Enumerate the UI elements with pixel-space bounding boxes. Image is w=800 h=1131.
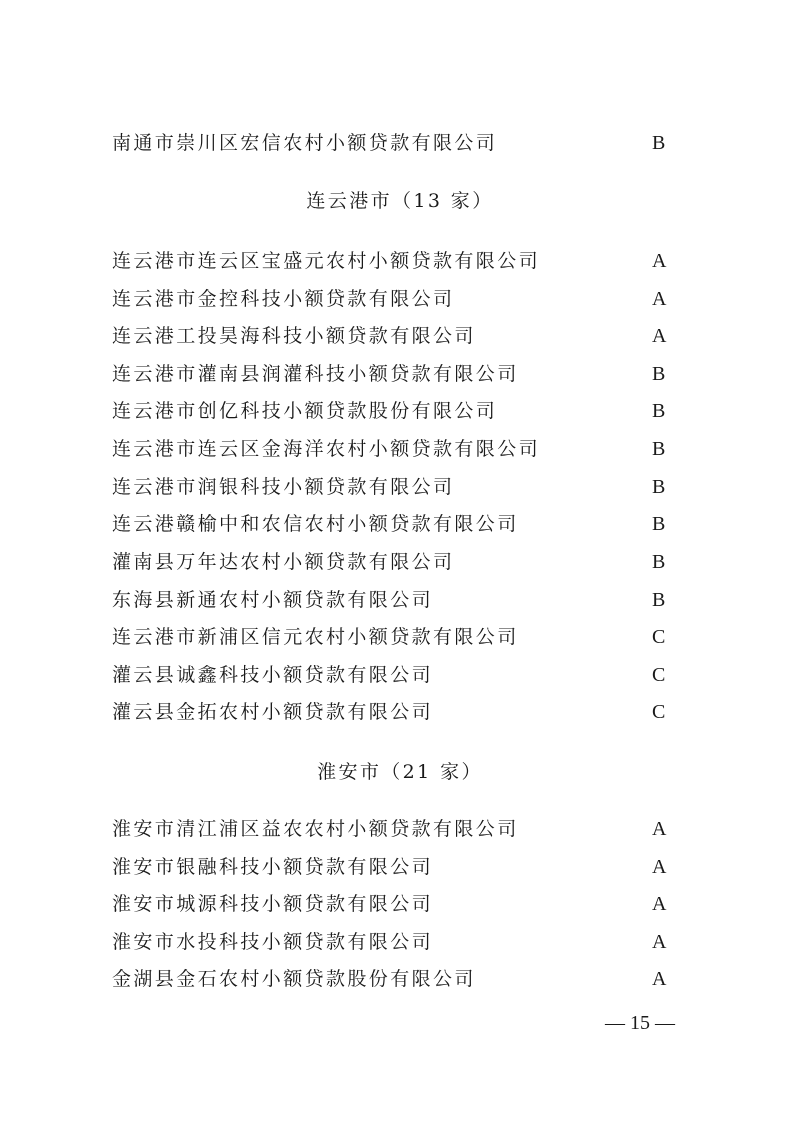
list-item (112, 246, 672, 276)
company-grade: B (652, 438, 666, 460)
company-name: 淮安市清江浦区益农农村小额贷款有限公司 (112, 818, 519, 840)
company-grade: A (652, 856, 667, 878)
list-item (112, 284, 672, 314)
list-item (112, 660, 672, 690)
list-item (112, 964, 672, 994)
list-item (112, 359, 672, 389)
company-name: 连云港市灌南县润灌科技小额贷款有限公司 (112, 363, 519, 385)
company-grade: B (652, 476, 666, 498)
list-item (112, 547, 672, 577)
company-name: 连云港市创亿科技小额贷款股份有限公司 (112, 400, 498, 422)
company-name: 连云港市润银科技小额贷款有限公司 (112, 476, 455, 498)
company-name: 灌云县诚鑫科技小额贷款有限公司 (112, 664, 434, 686)
company-name: 东海县新通农村小额贷款有限公司 (112, 589, 434, 611)
list-item (112, 889, 672, 919)
list-item (112, 396, 672, 426)
company-name: 连云港市新浦区信元农村小额贷款有限公司 (112, 626, 519, 648)
company-grade: A (652, 250, 667, 272)
company-grade: A (652, 325, 667, 347)
company-grade: A (652, 893, 667, 915)
company-grade: C (652, 626, 666, 648)
company-name: 连云港工投昊海科技小额贷款有限公司 (112, 325, 476, 347)
company-name: 南通市崇川区宏信农村小额贷款有限公司 (112, 132, 498, 154)
company-name: 连云港赣榆中和农信农村小额贷款有限公司 (112, 513, 519, 535)
list-item (112, 697, 672, 727)
list-item (112, 472, 672, 502)
company-name: 连云港市连云区宝盛元农村小额贷款有限公司 (112, 250, 541, 272)
list-item (112, 434, 672, 464)
list-item (112, 321, 672, 351)
list-item (112, 622, 672, 652)
section-heading-lianyungang: 连云港市（13 家） (306, 190, 494, 212)
company-grade: B (652, 589, 666, 611)
company-name: 灌南县万年达农村小额贷款有限公司 (112, 551, 455, 573)
list-item (112, 852, 672, 882)
company-grade: C (652, 701, 666, 723)
company-name: 连云港市连云区金海洋农村小额贷款有限公司 (112, 438, 541, 460)
list-item (112, 585, 672, 615)
company-grade: A (652, 931, 667, 953)
company-name: 淮安市水投科技小额贷款有限公司 (112, 931, 434, 953)
company-grade: B (652, 513, 666, 535)
list-item (112, 128, 672, 158)
company-name: 金湖县金石农村小额贷款股份有限公司 (112, 968, 476, 990)
company-name: 连云港市金控科技小额贷款有限公司 (112, 288, 455, 310)
list-item (112, 814, 672, 844)
page-number: — 15 — (605, 1012, 675, 1034)
company-grade: B (652, 551, 666, 573)
list-item (112, 509, 672, 539)
company-grade: B (652, 363, 666, 385)
section-heading-huaian: 淮安市（21 家） (317, 761, 483, 783)
company-grade: B (652, 400, 666, 422)
company-name: 灌云县金拓农村小额贷款有限公司 (112, 701, 434, 723)
company-grade: B (652, 132, 666, 154)
company-grade: A (652, 968, 667, 990)
company-grade: A (652, 288, 667, 310)
company-name: 淮安市城源科技小额贷款有限公司 (112, 893, 434, 915)
company-grade: A (652, 818, 667, 840)
company-name: 淮安市银融科技小额贷款有限公司 (112, 856, 434, 878)
company-grade: C (652, 664, 666, 686)
list-item (112, 927, 672, 957)
